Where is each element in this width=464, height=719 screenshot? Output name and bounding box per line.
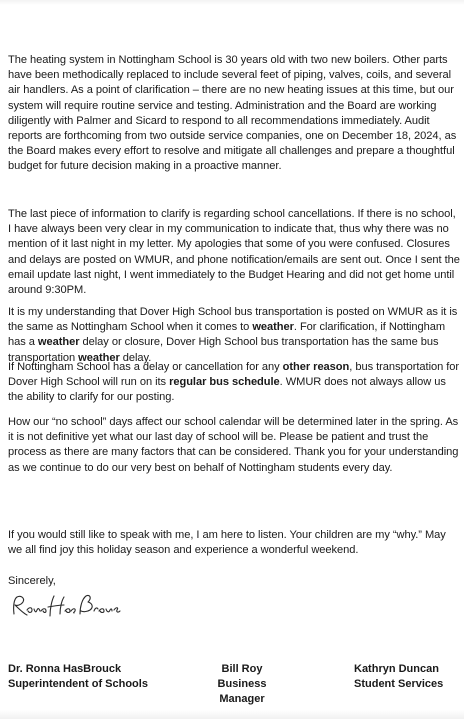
signatory-title: Superintendent of Schools [8,678,148,690]
signatory-superintendent [8,662,148,692]
paragraph-closing-remarks: If you would still like to speak with me, I am here to listen. Your children are my “why.” May we all find joy this holiday season and experience a wonderful weekend. [8,529,446,557]
paragraph-bus-weather [8,305,460,366]
text-segment: . For clarification, if Nottingham has a [8,321,446,349]
bold-weather: weather [78,351,120,364]
bottom-edge [0,710,464,719]
text-segment: , bus transportation for Dover High School will run on its [8,361,460,389]
text-segment: If Nottingham School has a delay or cancellation for any [8,361,283,373]
bold-weather: weather [252,321,294,334]
bold-other-reason: other reason [282,361,350,373]
signatory-name: Kathryn Duncan [354,663,439,675]
text-segment: It is my understanding that Dover High School bus transportation is posted on WMUR as it is the same as Nottingham School when it comes to [8,306,458,334]
paragraph-no-school-days: How our “no school” days affect our school calendar will be determined later in the spring. As it is not definitive yet what our last day of school will be. Please be patient and trust the process as there are many factors that can be considered. Thank you for your understanding as we continue to do our very best on behalf of Nottingham students every day. [8,416,459,474]
bold-weather: weather [37,336,80,349]
text-segment: . WMUR does not always allow us the ability to clarify for our posting. [8,376,446,404]
paragraph-school-cancellations: The last piece of information to clarify is regarding school cancellations. If there is no school, I have always been very clear in my communication to indicate that, thus why there was no mention of it last night in my letter. My apologies that some of you were confused. Closures and delays are posted on WMUR, and phone notification/emails are sent out. Once I sent the email update last night, I went immediately to the Budget Hearing and did not get home until around 9:30PM. [8,208,460,297]
closing-salutation: Sincerely, [8,575,56,587]
top-edge [0,0,464,5]
bold-regular-bus-schedule: regular bus schedule [169,376,280,389]
signatory-name: Bill Roy [221,663,263,675]
handwritten-signature [10,592,122,622]
signatory-name: Dr. Ronna HasBrouck [8,663,122,675]
text-segment: delay. [119,351,152,364]
signatory-business-manager [196,662,288,707]
paragraph-bus-other-reason [8,360,460,406]
text-segment: delay or closure, Dover High School bus transportation has the same bus transportation [8,336,439,364]
signatory-title: Business Manager [217,678,267,705]
signatory-title: Student Services [354,678,444,690]
paragraph-heating-system: The heating system in Nottingham School is 30 years old with two new boilers. Other parts have been methodically replaced to include several feet of piping, valves, coils, and several air handlers. As a point of clarification – there are no new heating issues at this time, but our system will require routine service and testing. Administration and the Board are working diligently with Palmer and Sicard to respond to all recommendations immediately. Audit reports are forthcoming from two outside service companies, one on December 18, 2024, as the Board makes every effort to resolve and mitigate all challenges and prepare a thoughtful budget for future decision making in a proactive manner. [8,54,457,173]
signatory-student-services [354,662,443,692]
